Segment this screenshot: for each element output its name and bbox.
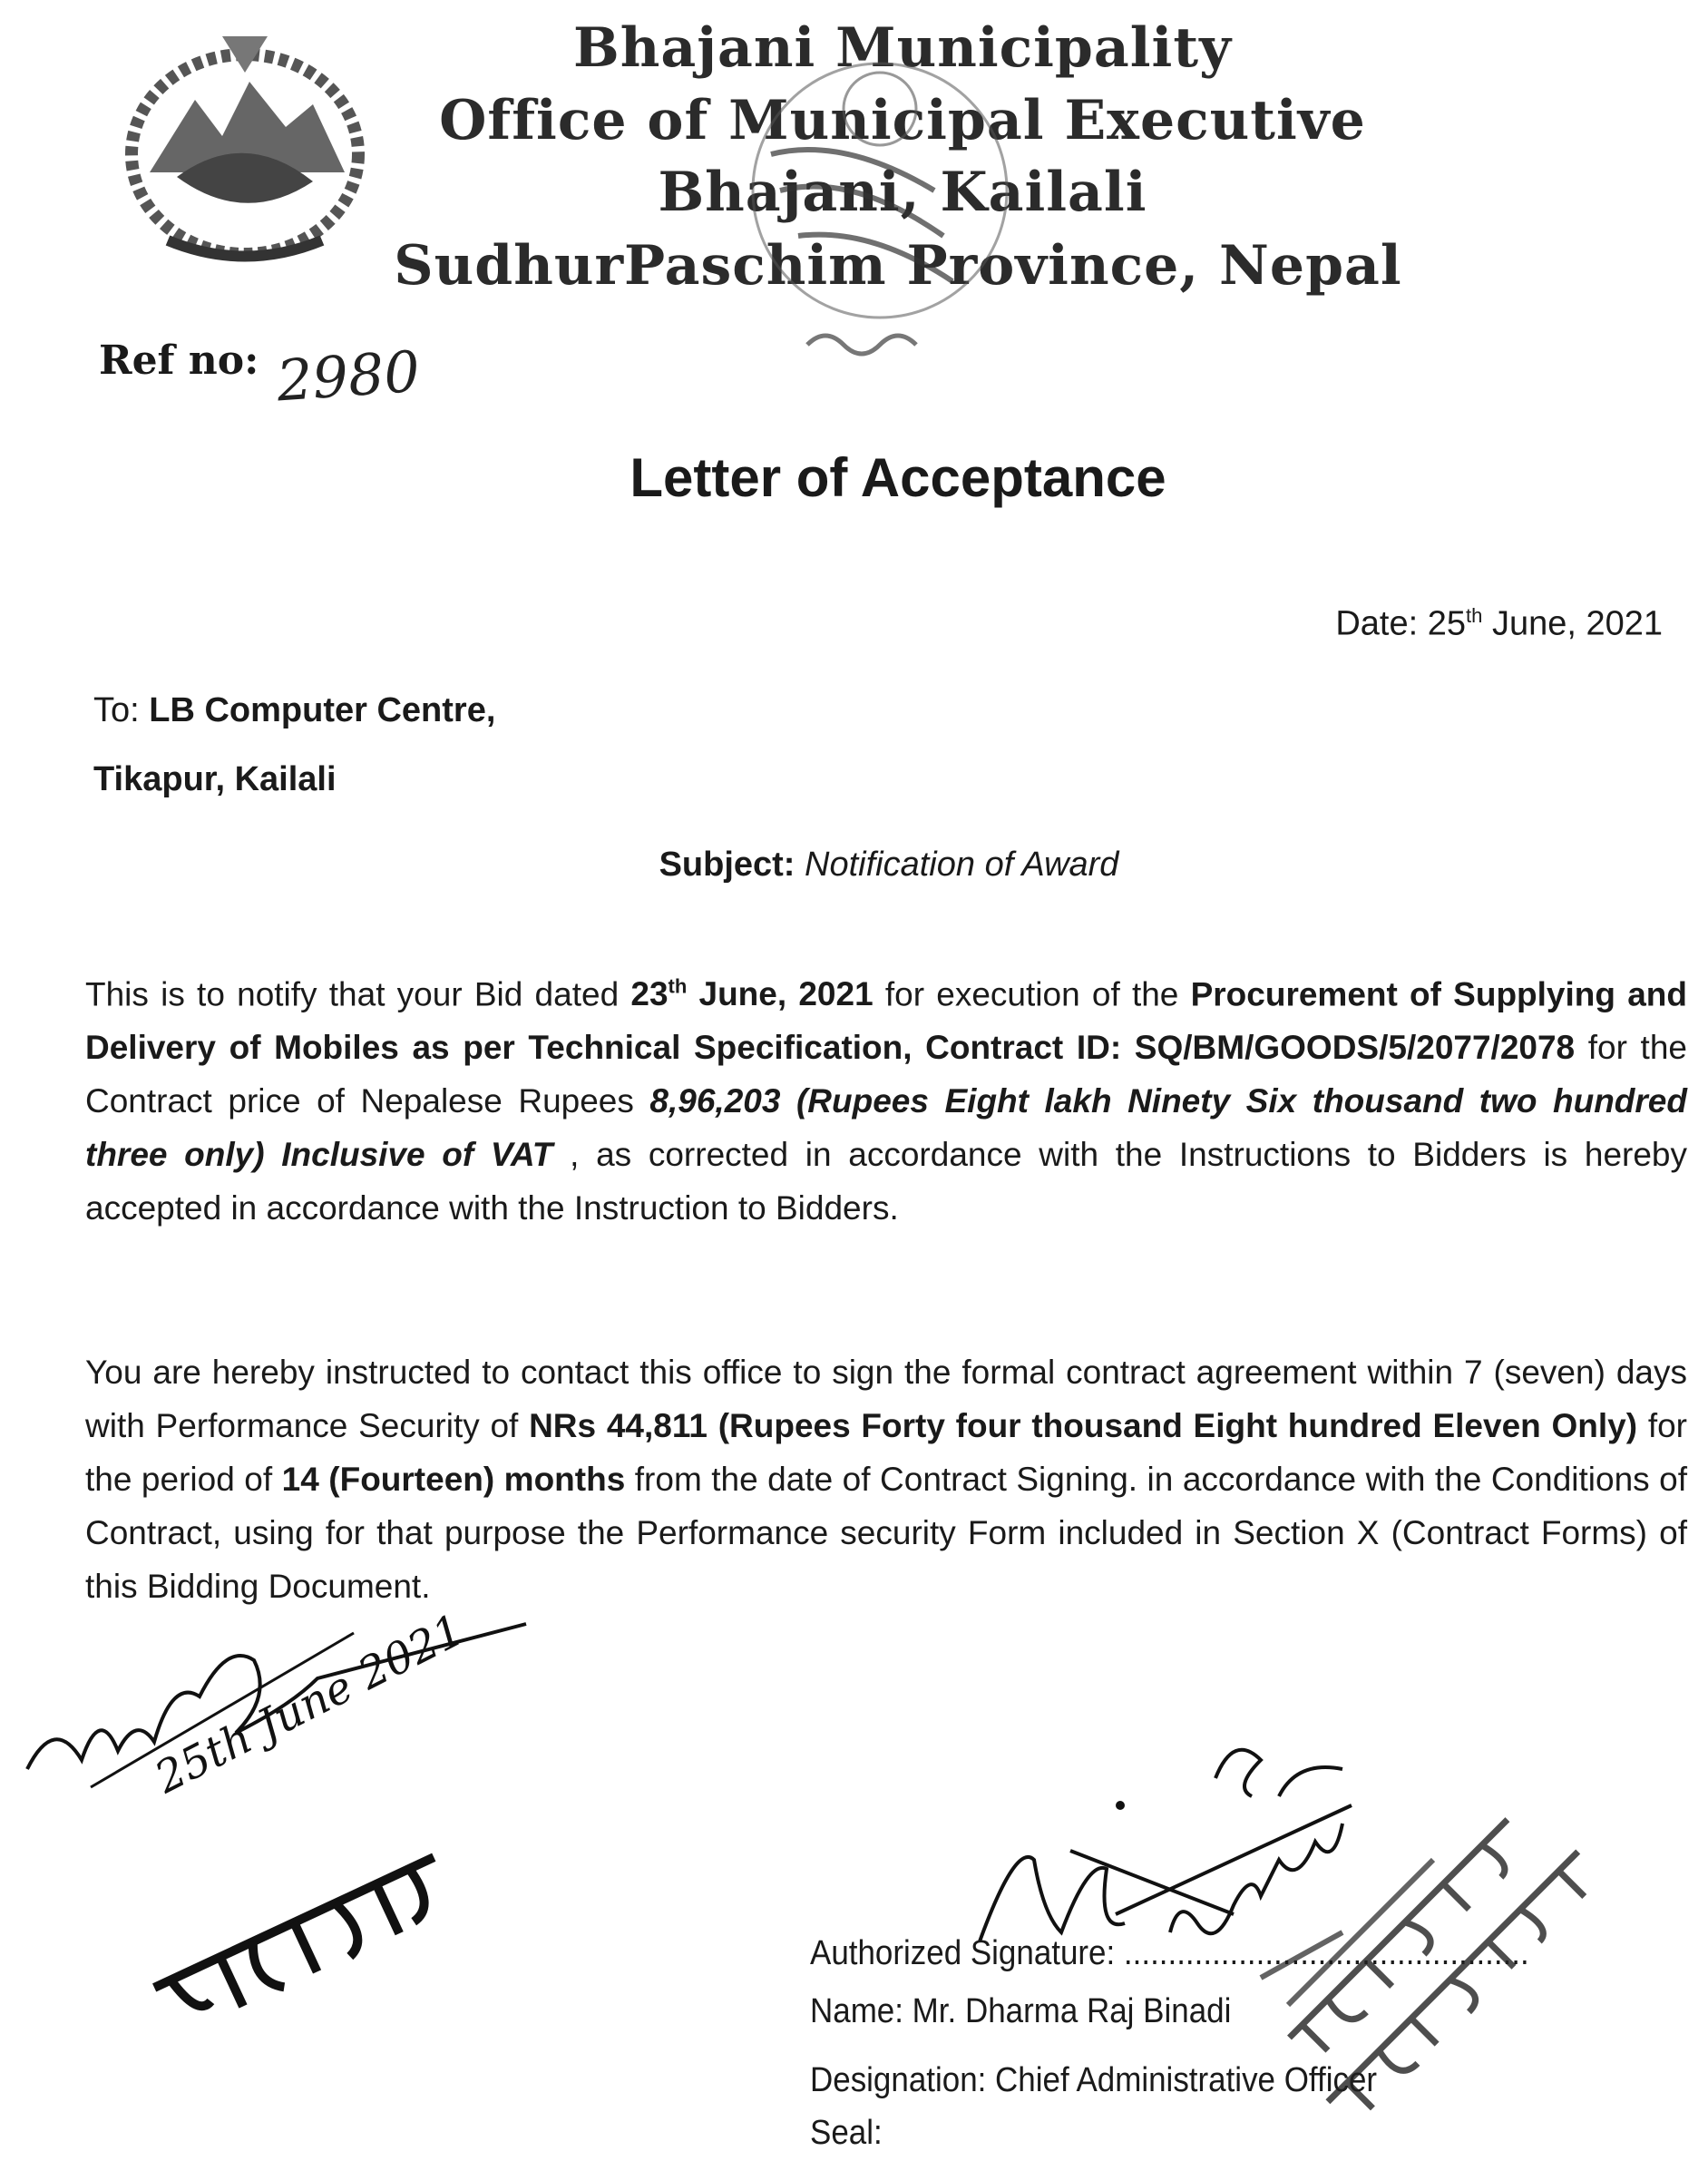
date-rest: June, 2021 [1491,604,1663,643]
p1-text-2: for execution of the [873,975,1191,1013]
header-line-district: Bhajani, Kailali [658,161,1147,224]
signatory-name: Name: Mr. Dharma Raj Binadi [810,1992,1232,2030]
contract-price: 8,96,203 (Rupees Eight lakh Ninety Six thousand two hundred three only) Inclusive of VAT [85,1082,1687,1174]
header-line-office: Office of Municipal Executive [439,89,1366,152]
office-seal-stamp [717,54,1043,399]
bid-day-suffix: th [668,975,688,998]
project-description: Procurement of Supplying and Delivery of Mobiles as per Technical Specification, Contract ID: SQ/BM/GOODS/5/2077/2078 [85,975,1687,1067]
header-line-province: SudhurPaschim Province, Nepal [394,234,1402,298]
seal-label: Seal: [810,2114,883,2152]
recipient-address: Tikapur, Kailali [93,760,337,798]
officer-name-stamp [1243,1778,1606,2105]
p1-text-3: for the Contract price of Nepalese Rupees [85,1029,1687,1120]
p2-text-2: for the period of [85,1407,1687,1498]
instruction-paragraph [85,1345,1687,1613]
date-label: Date: [1335,604,1419,643]
signature-dots: .............................................. [1123,1934,1529,1972]
p2-text-3: from the date of Contract Signing. in accordance with the Conditions of Contract, using for that purpose the Performance security Form included in Section X (Contract Forms) of this Bidding Document. [85,1461,1687,1605]
letter-title: Letter of Acceptance [630,447,1166,508]
p2-text-1: You are hereby instructed to contact this office to sign the formal contract agreement within 7 (seven) days with Performance Security of [85,1354,1687,1444]
letter-date [1335,604,1663,644]
subject-text: Notification of Award [805,846,1119,884]
security-period: 14 (Fourteen) months [281,1461,626,1498]
recipient-name: LB Computer Centre, [149,691,496,729]
bid-day: 23 [630,975,669,1013]
p1-text-1: This is to notify that your Bid dated [85,975,631,1013]
header-line-municipality: Bhajani Municipality [573,16,1232,80]
bid-date-rest: June, 2021 [687,975,874,1013]
signatory-designation: Designation: Chief Administrative Officer [810,2061,1378,2099]
subject-line [0,846,1708,885]
date-suffix: th [1466,604,1483,627]
engineer-designation-stamp [127,1824,454,2005]
subject-label: Subject: [659,846,795,884]
recipient-line [93,691,495,730]
award-paragraph [85,960,1687,1235]
date-day: 25 [1427,604,1467,643]
engineer-handwritten-date: 25th June 2021 [147,1604,473,1804]
ref-number-handwritten: 2980 [274,337,423,415]
to-label: To: [93,691,140,729]
performance-security: NRs 44,811 (Rupees Forty four thousand Eight hundred Eleven Only) [529,1407,1638,1444]
authorized-signature-label: Authorized Signature: [810,1934,1124,1972]
ref-no-label: Ref no: [99,337,259,384]
p1-text-4: , as corrected in accordance with the Instructions to Bidders is hereby accepted in accordance with the Instruction to Bidders. [85,1136,1687,1227]
